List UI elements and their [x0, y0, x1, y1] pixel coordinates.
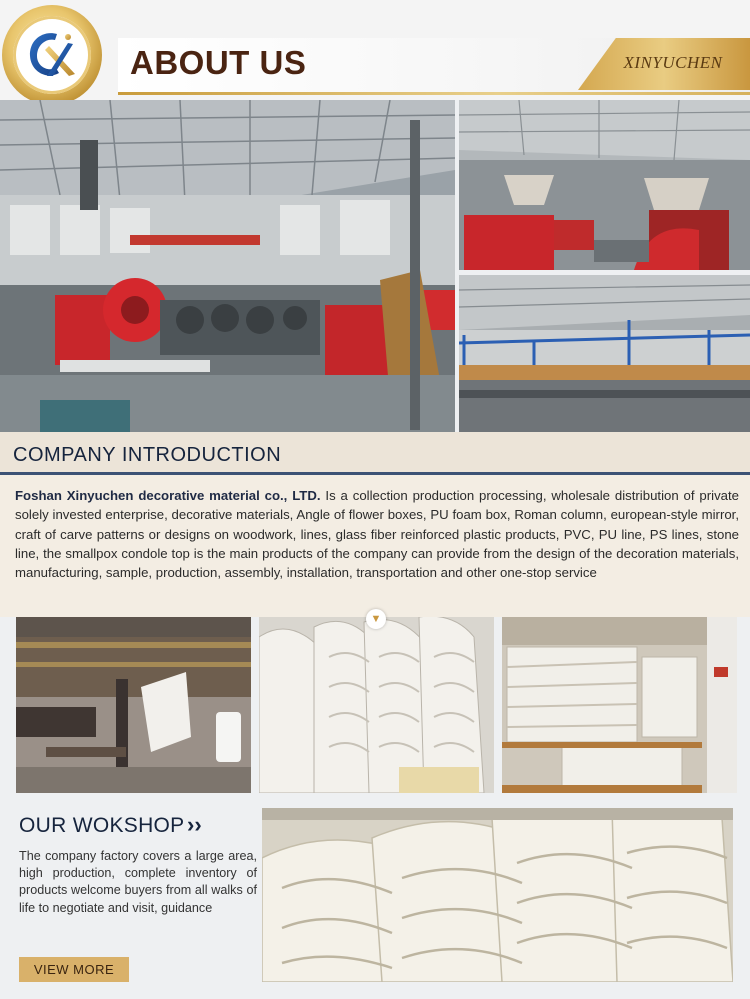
cx-logo-icon [13, 16, 91, 94]
chevron-down-icon[interactable]: ▼ [366, 609, 386, 629]
brand-name: XINYUCHEN [623, 53, 723, 72]
intro-heading: COMPANY INTRODUCTION [13, 444, 282, 466]
warehouse-photo [16, 617, 251, 793]
page-title: ABOUT US [130, 44, 307, 81]
moulding-stack-photo [259, 617, 494, 793]
shelf-stock-photo [502, 617, 737, 793]
factory-main-photo [0, 100, 455, 432]
workshop-text: The company factory covers a large area, high production, complete inventory of products welcome buyers from all walks of life to negotiate and visit, guidance [19, 849, 257, 915]
factory-line-photo [459, 275, 750, 432]
double-chevron-right-icon: ›› [187, 812, 202, 837]
view-more-button[interactable]: VIEW MORE [19, 957, 129, 982]
moulding-closeup-photo [262, 808, 733, 982]
title-underline [118, 92, 750, 95]
intro-text [15, 486, 739, 582]
intro-body: Is a collection production processing, wholesale distribution of private solely invested enterprise, decorative materials, Angle of flower boxes, PU foam box, Roman column, european-style mirror, craft of carve patterns or designs on woodwork, lines, glass fiber reinforced plastic products, PVC, PU line, PS lines, stone line, the smallpox condole top is the main products of the company can provide from the design of the decoration materials, manufacturing, sample, production, assembly, installation, transportation and other one-stop service [15, 488, 739, 581]
workshop-heading: OUR WOKSHOP [19, 814, 185, 837]
factory-extruder-photo [459, 100, 750, 270]
company-name: Foshan Xinyuchen decorative material co., LTD. [15, 488, 321, 503]
